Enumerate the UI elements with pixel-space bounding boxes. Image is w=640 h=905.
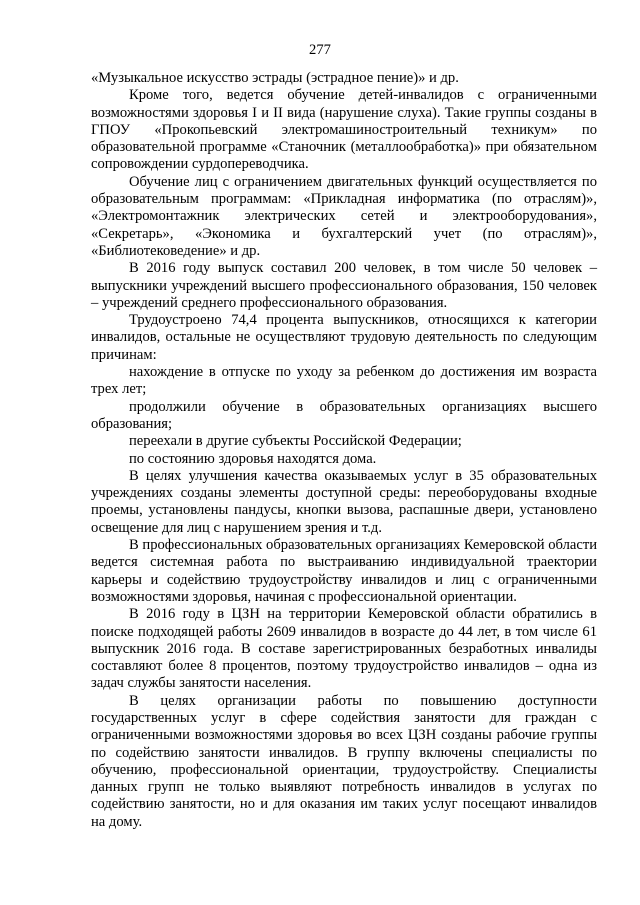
paragraph: Кроме того, ведется обучение детей-инвалидов с ограниченными возможностями здоровья I и II вида (нарушение слуха). Такие группы созданы в ГПОУ «Прокопьевский электромашиностроительный техникум» по образовательной программе «Станочник (металлообработка)» при обязательном сопровождении сурдопереводчика. <box>91 87 597 173</box>
paragraph: переехали в другие субъекты Российской Федерации; <box>129 433 462 450</box>
body-text <box>91 70 597 831</box>
paragraph: В профессиональных образовательных организациях Кемеровской области ведется системная работа по выстраиванию индивидуальной траектории карьеры и содействию трудоустройству инвалидов и лиц с ограниченными возможностями здоровья, начиная с профессиональной ориентации. <box>91 537 598 605</box>
paragraph: Трудоустроено 74,4 процента выпускников, относящихся к категории инвалидов, остальные не осуществляют трудовую деятельность по следующим причинам: <box>91 312 597 363</box>
paragraph: нахождение в отпуске по уходу за ребенком до достижения им возраста трех лет; <box>91 364 597 398</box>
paragraph: В целях организации работы по повышению доступности государственных услуг в сфере содействия занятости для граждан с ограниченными возможностями здоровья во всех ЦЗН созданы рабочие группы по содействию занятости инвалидов. В группу включены специалисты по обучению, профессиональной ориентации, трудоустройству. Специалисты данных групп не только выявляют потребность инвалидов в услугах по содействию занятости, но и для оказания им таких услуг посещают инвалидов на дому. <box>91 692 597 830</box>
paragraph: В 2016 году в ЦЗН на территории Кемеровской области обратились в поиске подходящей работы 2609 инвалидов в возрасте до 44 лет, в том числе 61 выпускник 2016 года. В составе зарегистрированных безработных инвалиды составляют более 8 процентов, поэтому трудоустройство инвалидов – одна из задач службы занятости населения. <box>91 606 597 692</box>
paragraph: «Музыкальное искусство эстрады (эстрадное пение)» и др. <box>91 70 459 86</box>
paragraph: Обучение лиц с ограничением двигательных функций осуществляется по образовательным программам: «Прикладная информатика (по отраслям)», «Электромонтажник электрических сетей и электрооборудования», «Секретарь», «Экономика и бухгалтерский учет (по отраслям)», «Библиотековедение» и др. <box>91 173 597 259</box>
paragraph: В целях улучшения качества оказываемых услуг в 35 образовательных учреждениях созданы элементы доступной среды: переоборудованы входные проемы, установлены пандусы, кнопки вызова, распашные двери, установлено освещение для лиц с нарушением зрения и т.д. <box>91 467 597 536</box>
paragraph: В 2016 году выпуск составил 200 человек, в том числе 50 человек – выпускники учреждений высшего профессионального образования, 150 человек – учреждений среднего профессионального образования. <box>91 260 597 311</box>
paragraph: по состоянию здоровья находятся дома. <box>129 450 377 467</box>
paragraph: продолжили обучение в образовательных организациях высшего образования; <box>91 398 597 432</box>
page-number: 277 <box>309 42 331 58</box>
